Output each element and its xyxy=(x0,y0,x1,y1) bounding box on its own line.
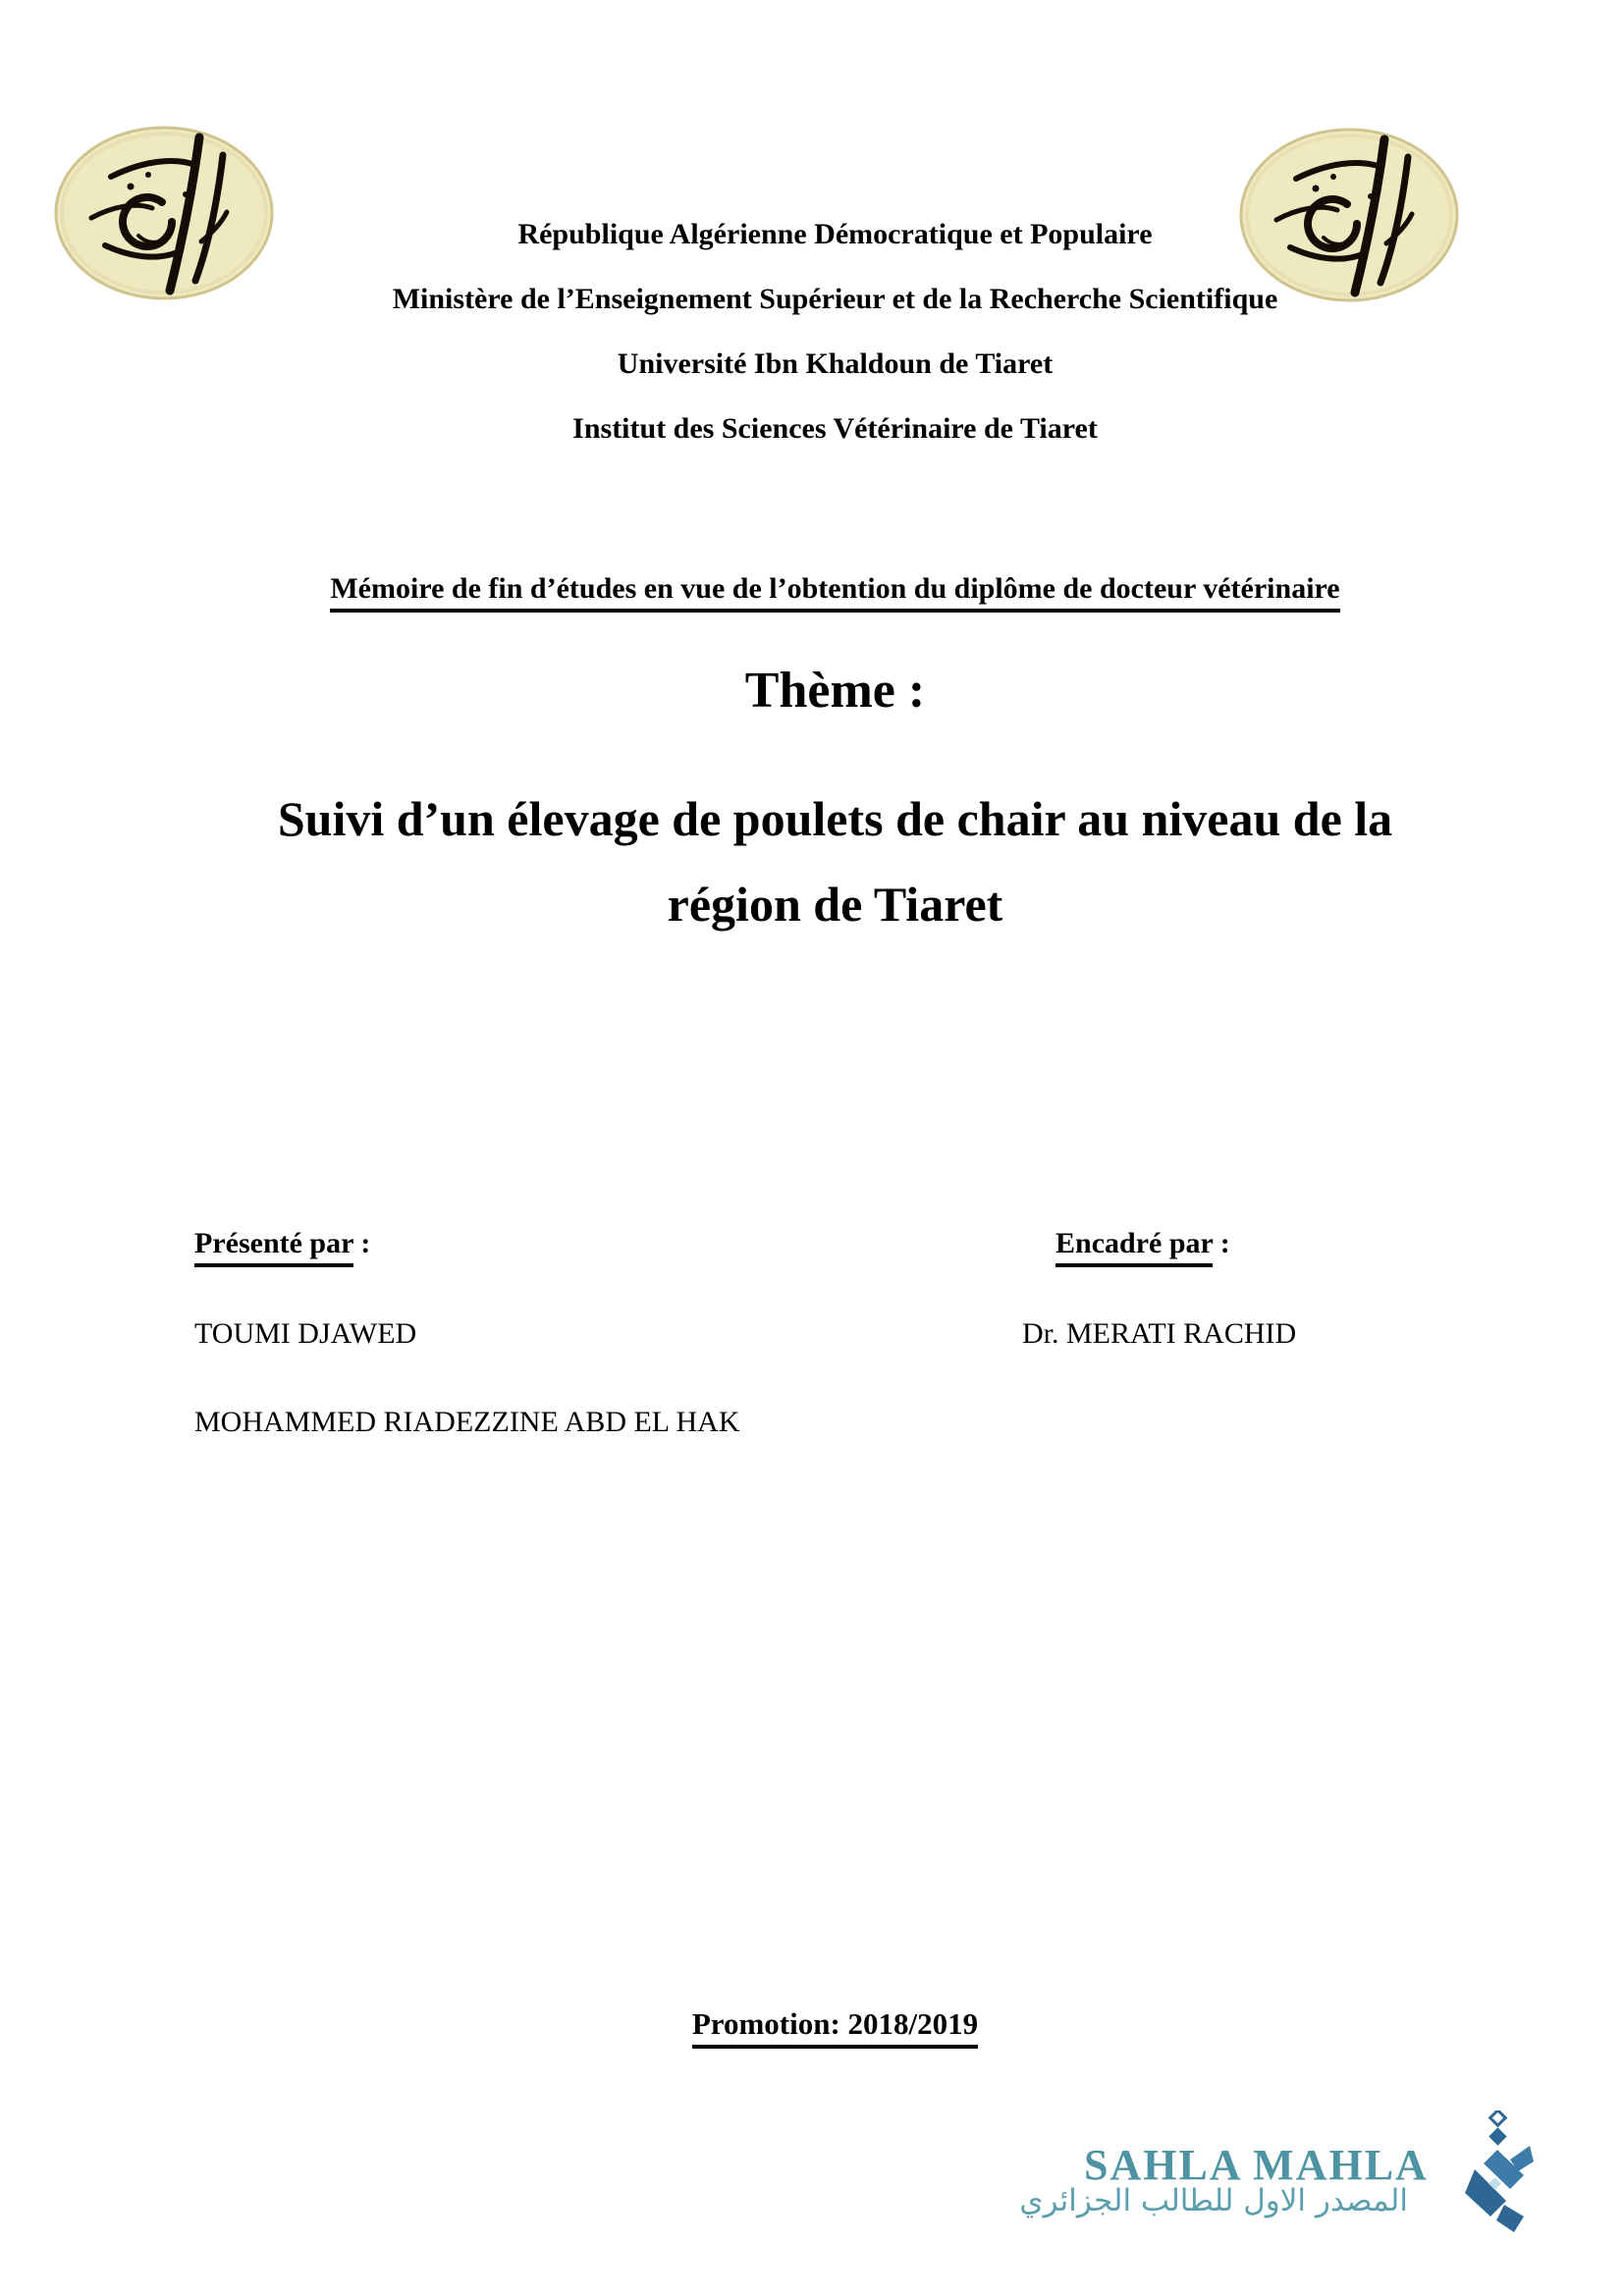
watermark-brand-text: SAHLA MAHLA xyxy=(1084,2141,1429,2189)
sahla-mahla-logo-icon xyxy=(1461,2110,1534,2238)
promotion-line: Promotion: 2018/2019 xyxy=(59,2006,1611,2042)
header-university-line: Université Ibn Khaldoun de Tiaret xyxy=(617,347,1054,380)
header-republic-line: République Algérienne Démocratique et Populaire xyxy=(517,218,1153,250)
presented-by-label: Présenté par : xyxy=(194,1227,370,1260)
watermark-tagline-arabic: المصدر الاول للطالب الجزائري xyxy=(1019,2183,1408,2218)
header-ministry-line: Ministère de l’Enseignement Supérieur et de la Recherche Scientifique xyxy=(392,283,1278,315)
thesis-title-line2: région de Tiaret xyxy=(667,877,1003,932)
student-name-1: TOUMI DJAWED xyxy=(194,1317,417,1350)
supervised-by-label: Encadré par : xyxy=(1055,1227,1230,1260)
thesis-title-line1: Suivi d’un élevage de poulets de chair au niveau de la xyxy=(277,791,1393,846)
supervisor-name: Dr. MERATI RACHID xyxy=(1022,1317,1297,1350)
university-seal-right-icon xyxy=(1239,128,1459,302)
theme-label: Thème : xyxy=(744,663,926,719)
header-institute-line: Institut des Sciences Vétérinaire de Tiaret xyxy=(572,412,1098,445)
student-name-2: MOHAMMED RIADEZZINE ABD EL HAK xyxy=(194,1406,740,1438)
university-seal-left-icon xyxy=(54,126,274,300)
memoire-statement-text: Mémoire de fin d’études en vue de l’obtention du diplôme de docteur vétérinaire xyxy=(330,572,1339,613)
memoire-statement xyxy=(59,572,1611,607)
